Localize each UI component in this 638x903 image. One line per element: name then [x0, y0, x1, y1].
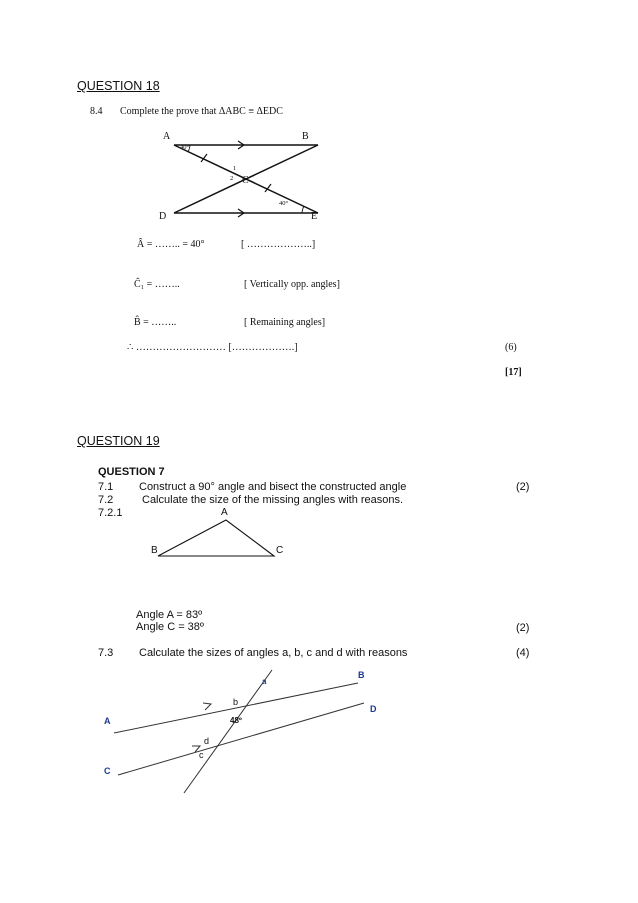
q19-item-71-text: Construct a 90° angle and bisect the constructed angle [139, 481, 407, 493]
tick-ac [201, 154, 207, 162]
arrow-ab [238, 141, 244, 149]
angle-b-label: b [233, 697, 239, 707]
q18-label-c: C [242, 175, 249, 186]
lines-label-b: B [358, 670, 365, 680]
q19-sub-heading: QUESTION 7 [98, 466, 165, 478]
q18-total: [17] [505, 367, 522, 378]
q18-row1-reason: [ ………………..] [241, 239, 316, 250]
q19-item-72-text: Calculate the size of the missing angles with reasons. [142, 494, 404, 506]
q19-item-73-marks: (4) [516, 647, 530, 659]
angle-48-label: 48º [230, 716, 242, 725]
angle-a-label: a [262, 677, 267, 686]
line-ab-parallel [114, 683, 358, 733]
lines-label-a: A [104, 716, 111, 726]
q18-angle-e: 40° [279, 200, 289, 207]
q19-item-721-number: 7.2.1 [98, 507, 123, 519]
q19-item-71-number: 7.1 [98, 481, 114, 493]
q19-item-721-marks: (2) [516, 622, 530, 634]
q18-c2: 2 [230, 175, 234, 182]
lines-label-c: C [104, 766, 111, 776]
q18-label-d: D [159, 211, 167, 222]
q19-angle-c-given: Angle C = 38º [136, 621, 204, 633]
q19-item-72-number: 7.2 [98, 494, 114, 506]
lines-label-d: D [370, 704, 377, 714]
transversal [184, 670, 272, 793]
arc-e [302, 206, 304, 213]
q18-row1-statement: Â = …….. = 40° [137, 239, 205, 250]
q19-item-73-number: 7.3 [98, 647, 114, 659]
q18-row3-statement: B̂ = …….. [134, 317, 177, 328]
q18-c1: 1 [233, 165, 237, 172]
q18-heading: QUESTION 18 [77, 79, 160, 93]
q19-heading: QUESTION 19 [77, 434, 160, 448]
line-cd-parallel [118, 703, 364, 775]
arrow-de [238, 209, 244, 217]
angle-c-label: c [199, 750, 204, 760]
q18-row2-reason: [ Vertically opp. angles] [244, 279, 340, 290]
triangle-label-a: A [221, 507, 228, 518]
q19-item-71-marks: (2) [516, 481, 530, 493]
q18-label-a: A [163, 131, 171, 142]
q18-label-e: E [311, 211, 318, 222]
q18-row3-reason: [ Remaining angles] [244, 317, 326, 328]
q18-row2-statement: Ĉ₁ = …….. [134, 279, 180, 290]
q18-label-b: B [302, 131, 309, 142]
q18-marks: (6) [505, 342, 517, 353]
triangle-abc [158, 520, 274, 556]
triangle-label-c: C [276, 545, 284, 556]
q18-angle-a: 40° [180, 144, 190, 151]
triangle-label-b: B [151, 545, 158, 556]
angle-d-label: d [204, 736, 210, 746]
tick-ce [265, 184, 271, 192]
q18-prompt: Complete the prove that ΔABC ≡ ΔEDC [120, 106, 283, 117]
q19-angle-a-given: Angle A = 83º [136, 609, 203, 621]
arrow-upper [203, 703, 211, 710]
q18-row4-statement: ∴ ……………………… [……………….] [127, 342, 298, 353]
q18-number: 8.4 [90, 106, 103, 117]
q19-item-73-text: Calculate the sizes of angles a, b, c and d with reasons [139, 647, 408, 659]
